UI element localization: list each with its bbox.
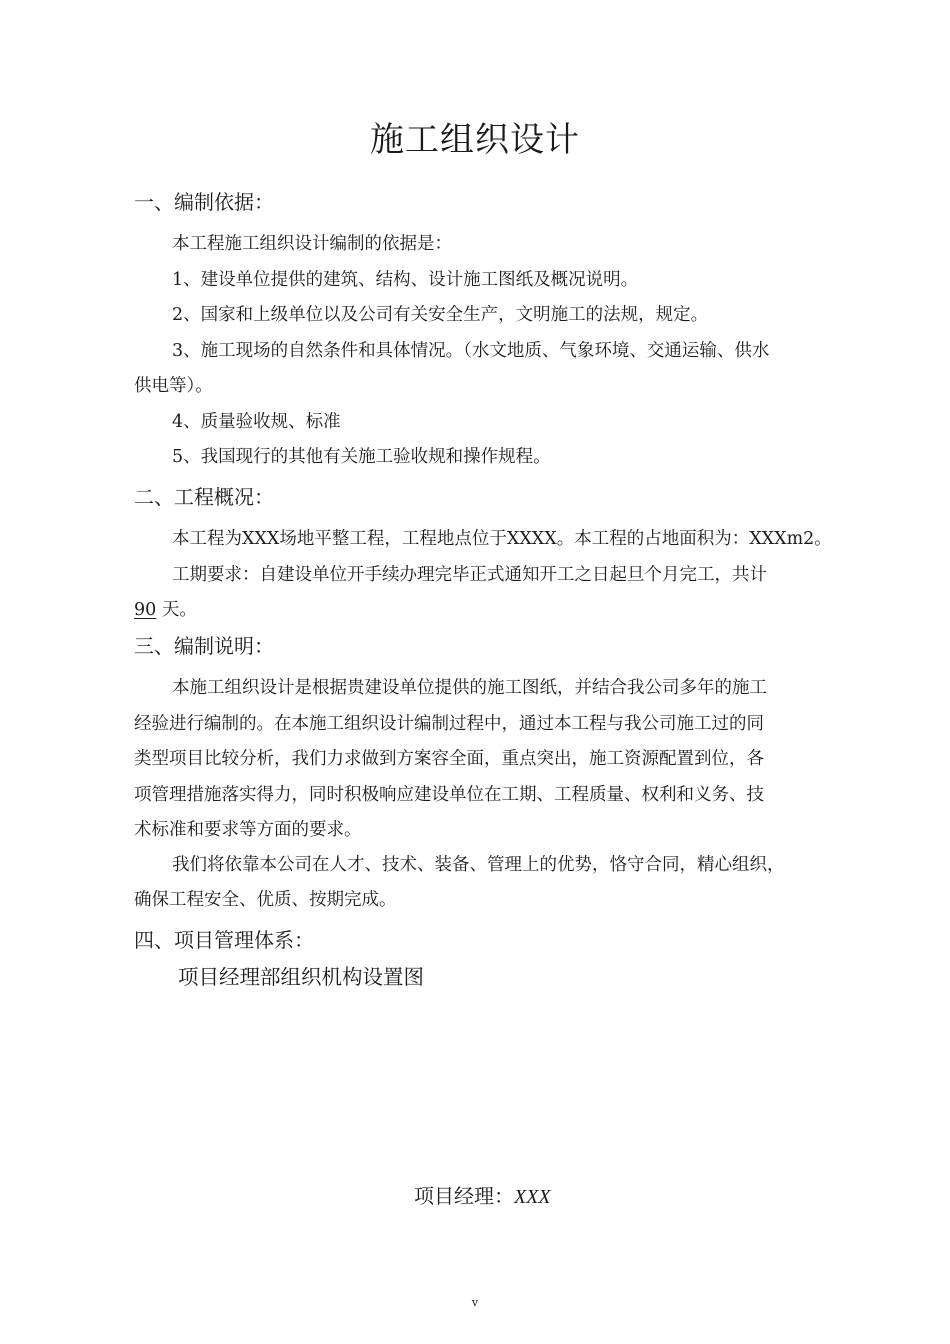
duration-days-unit: 天。	[156, 600, 197, 620]
notes-para1-line4: 项管理措施落实得力，同时积极响应建设单位在工期、工程质量、权利和义务、技	[134, 785, 764, 805]
basis-intro: 本工程施工组织设计编制的依据是：	[172, 234, 452, 254]
project-manager-name: XXX	[514, 1186, 551, 1208]
document-title: 施工组织设计	[370, 120, 580, 160]
overview-duration	[134, 597, 197, 623]
notes-para1-line2: 经验进行编制的。在本施工组织设计编制过程中，通过本工程与我公司施工过的同	[134, 714, 764, 734]
section-heading-basis: 一、编制依据：	[134, 190, 274, 214]
overview-schedule: 工期要求：自建设单位开手续办理完毕正式通知开工之日起旦个月完工，共计	[172, 565, 767, 585]
basis-item-1: 1、建设单位提供的建筑、结构、设计施工图纸及概况说明。	[172, 270, 639, 290]
notes-para1-line1: 本施工组织设计是根据贵建设单位提供的施工图纸，并结合我公司多年的施工	[172, 678, 767, 698]
basis-item-2: 2、国家和上级单位以及公司有关安全生产，文明施工的法规，规定。	[172, 305, 709, 325]
basis-item-3-continued: 供电等）。	[134, 376, 213, 396]
notes-para2-line2: 确保工程安全、优质、按期完成。	[134, 890, 397, 910]
overview-location: 本工程为XXX场地平整工程，工程地点位于XXXX。本工程的占地面积为：XXXm2。	[172, 529, 832, 549]
org-chart-title: 项目经理部组织机构设置图	[178, 965, 424, 989]
page-number: v	[471, 1296, 479, 1309]
notes-para2-line1: 我们将依靠本公司在人才、技术、装备、管理上的优势，恪守合同，精心组织，	[172, 855, 785, 875]
section-heading-management: 四、项目管理体系：	[134, 928, 314, 952]
basis-item-5: 5、我国现行的其他有关施工验收规和操作规程。	[172, 447, 551, 467]
section-heading-notes: 三、编制说明：	[134, 634, 274, 658]
basis-item-4: 4、质量验收规、标准	[172, 412, 341, 432]
basis-item-3: 3、施工现场的自然条件和具体情况。（水文地质、气象环境、交通运输、供水	[172, 341, 770, 361]
project-manager-line	[414, 1182, 551, 1211]
project-manager-label: 项目经理：	[414, 1184, 514, 1208]
notes-para1-line5: 术标准和要求等方面的要求。	[134, 820, 362, 840]
section-heading-overview: 二、工程概况：	[134, 485, 274, 509]
duration-days-value: 90	[134, 600, 157, 620]
notes-para1-line3: 类型项目比较分析，我们力求做到方案容全面，重点突出，施工资源配置到位，各	[134, 749, 764, 769]
